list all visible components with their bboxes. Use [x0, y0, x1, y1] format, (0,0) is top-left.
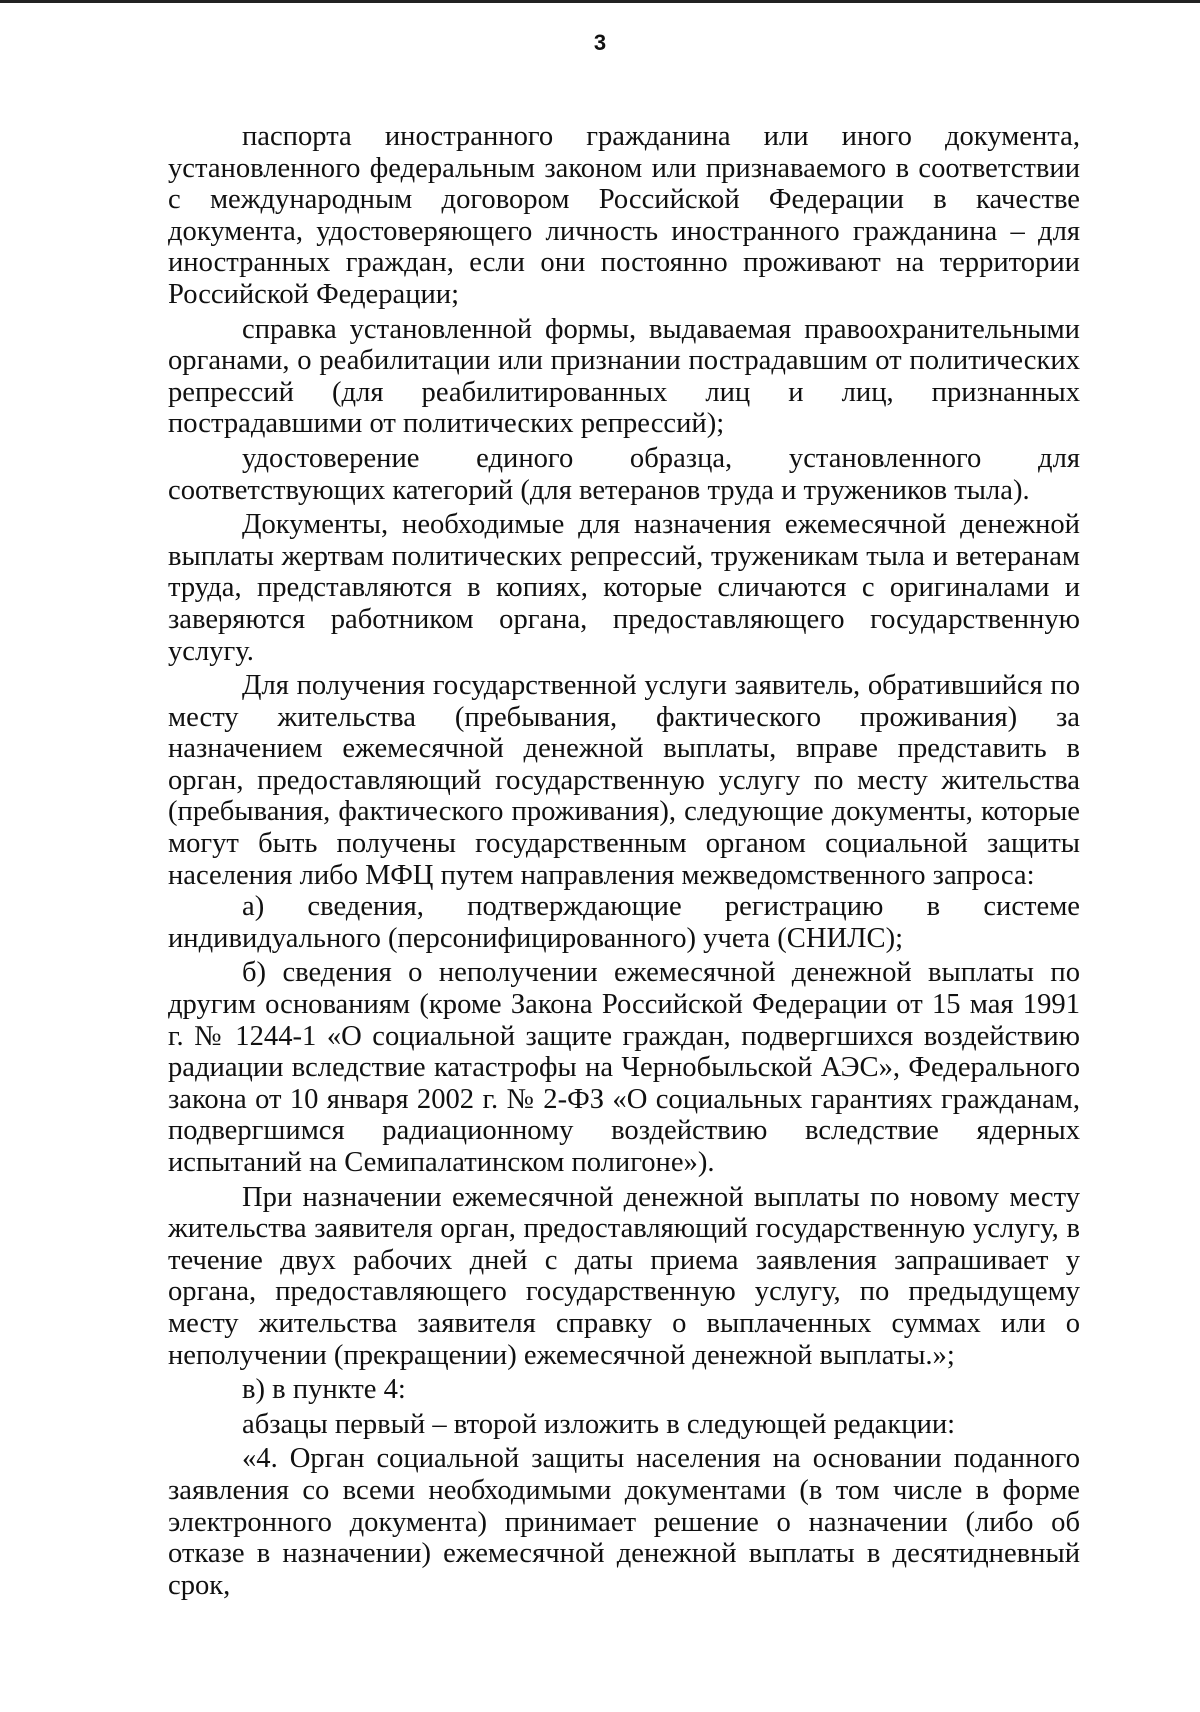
document-body: [168, 121, 1080, 1601]
paragraph-optional-documents: Для получения государственной услуги заявитель, обратившийся по месту жительства (пребывания, фактического проживания) за назначением ежемесячной денежной выплаты, вправе представить в орган, предоставляющий государственную услугу по месту жительства (пребывания, фактического проживания), следующие документы, которые могут быть получены государственным органом социальной защиты населения либо МФЦ путем направления межведомственного запроса:: [168, 670, 1080, 891]
paragraph-document-copies: Документы, необходимые для назначения ежемесячной денежной выплаты жертвам политических репрессий, труженикам тыла и ветеранам труда, представляются в копиях, которые сличаются с оригиналами и заверяются работником органа, предоставляющего государственную услугу.: [168, 509, 1080, 667]
paragraph-point-4: «4. Орган социальной защиты населения на основании поданного заявления со всеми необходимыми документами (в том числе в форме электронного документа) принимает решение о назначении (либо об отказе в назначении) ежемесячной денежной выплаты в десятидневный срок,: [168, 1443, 1080, 1601]
paragraph-unified-certificate: удостоверение единого образца, установленного для соответствующих категорий (для ветеранов труда и тружеников тыла).: [168, 442, 1080, 506]
scan-edge-line: [0, 0, 1200, 3]
page-number: 3: [593, 30, 607, 55]
paragraph-item-v: в) в пункте 4:: [242, 1374, 406, 1406]
paragraph-item-a: а) сведения, подтверждающие регистрацию в системе индивидуального (персонифицированного) учета (СНИЛС);: [168, 891, 1080, 954]
paragraph-rehabilitation-certificate: справка установленной формы, выдаваемая правоохранительными органами, о реабилитации или признании пострадавшим от политических репрессий (для реабилитированных лиц и лиц, признанных пострадавшими от политических репрессий);: [168, 313, 1080, 440]
paragraph-item-b: б) сведения о неполучении ежемесячной денежной выплаты по другим основаниям (кроме Закона Российской Федерации от 15 мая 1991 г. № 1244-1 «О социальной защите граждан, подвергшихся воздействию радиации вследствие катастрофы на Чернобыльской АЭС», Федерального закона от 10 января 2002 г. № 2-ФЗ «О социальных гарантиях гражданам, подвергшимся радиационному воздействию вследствие ядерных испытаний на Семипалатинском полигоне»).: [168, 957, 1080, 1178]
paragraph-passport: паспорта иностранного гражданина или иного документа, установленного федеральным законом или признаваемого в соответствии с международным договором Российской Федерации в качестве документа, удостоверяющего личность иностранного гражданина – для иностранных граждан, если они постоянно проживают на территории Российской Федерации;: [168, 121, 1080, 310]
paragraph-new-wording: абзацы первый – второй изложить в следующей редакции:: [242, 1408, 956, 1440]
paragraph-new-residence: При назначении ежемесячной денежной выплаты по новому месту жительства заявителя орган, предоставляющий государственную услугу, в течение двух рабочих дней с даты приема заявления запрашивает у органа, предоставляющего государственную услугу, по предыдущему месту жительства заявителя справку о выплаченных суммах или о неполучении (прекращении) ежемесячной денежной выплаты.»;: [168, 1181, 1080, 1371]
